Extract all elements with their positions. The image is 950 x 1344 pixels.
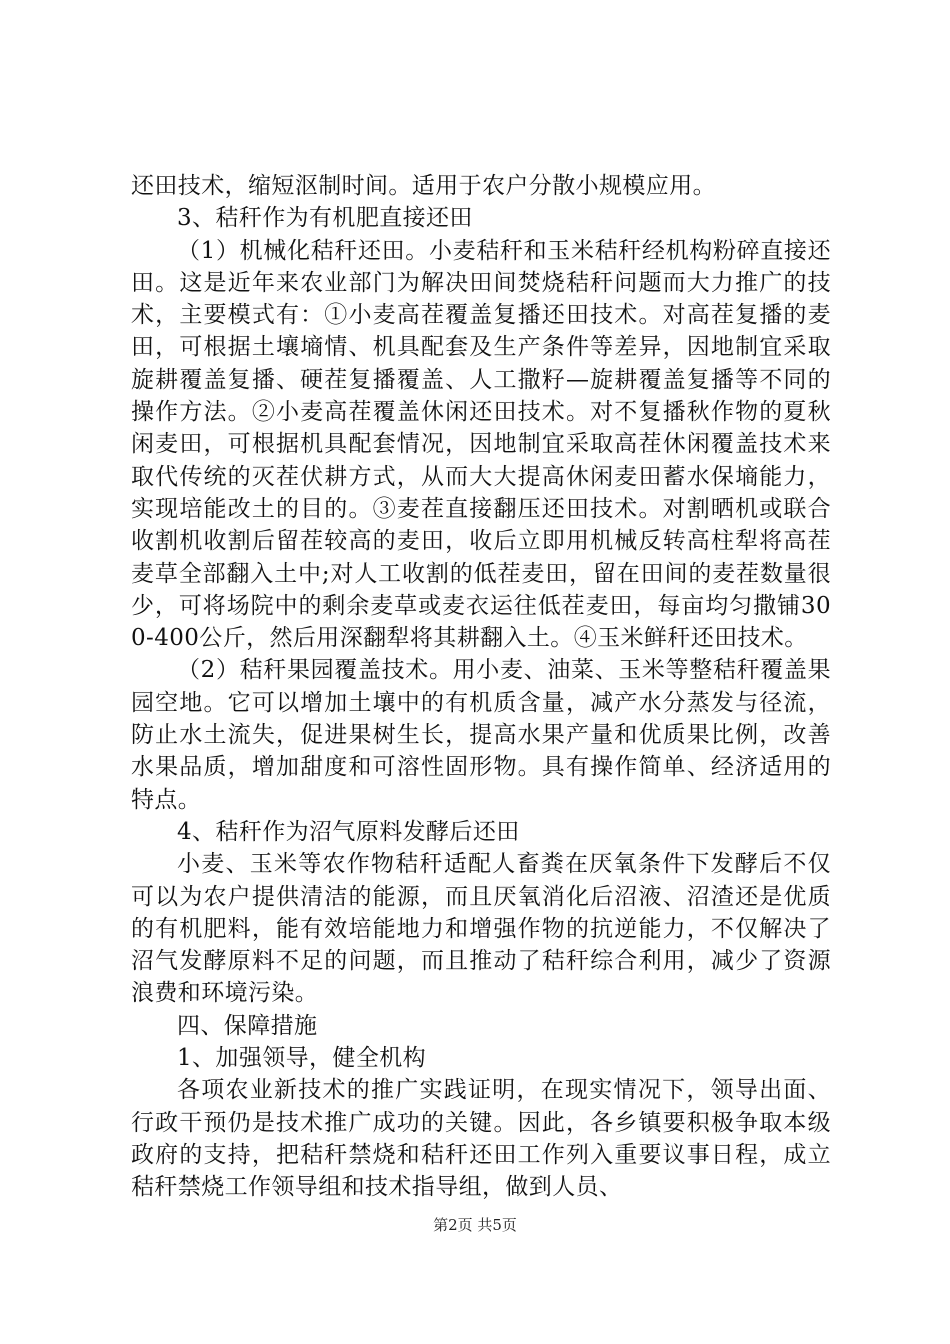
paragraph-continuation: 还田技术，缩短沤制时间。适用于农户分散小规模应用。 <box>131 173 716 199</box>
heading-safeguard-measures: 四、保障措施 <box>177 1012 318 1039</box>
paragraph-orchard-mulching: （2）秸秆果园覆盖技术。用小麦、油菜、玉米等整秸秆覆盖果园空地。它可以增加土壤中的有机质含量，减产水分蒸发与径流，防止水土流失，促进果树生长，提高水果产量和优质果比例，改善水果品质，增加甜度和可溶性固形物。具有操作简单、经济适用的特点。 <box>131 657 831 813</box>
heading-biogas-fermentation: 4、秸秆作为沼气原料发酵后还田 <box>177 818 520 845</box>
paragraph-leadership: 各项农业新技术的推广实践证明，在现实情况下，领导出面、行政干预仍是技术推广成功的关键。因此，各乡镇要积极争取本级政府的支持，把秸秆禁烧和秸秆还田工作列入重要议事日程，成立秸秆禁烧工作领导组和技术指导组，做到人员、 <box>131 1077 831 1201</box>
paragraph-mechanized-straw-return: （1）机械化秸秆还田。小麦秸秆和玉米秸秆经机构粉碎直接还田。这是近年来农业部门为解决田间焚烧秸秆问题而大力推广的技术，主要模式有：①小麦高茬覆盖复播还田技术。对高茬复播的麦田，可根据土壤墒情、机具配套及生产条件等差异，因地制宜采取旋耕覆盖复播、硬茬复播覆盖、人工撒籽—旋耕覆盖复播等不同的操作方法。②小麦高茬覆盖休闲还田技术。对不复播秋作物的夏秋闲麦田，可根据机具配套情况，因地制宜采取高茬休闲覆盖技术来取代传统的灭茬伏耕方式，从而大大提高休闲麦田蓄水保墒能力，实现培能改土的目的。③麦茬直接翻压还田技术。对割晒机或联合收割机收割后留茬较高的麦田，收后立即用机械反转高柱犁将高茬麦草全部翻入土中;对人工收割的低茬麦田，留在田间的麦茬数量很少，可将场院中的剩余麦草或麦衣运往低茬麦田，每亩均匀撒铺300-400公斤，然后用深翻犁将其耕翻入土。④玉米鲜秆还田技术。 <box>131 237 831 652</box>
heading-straw-organic-fertilizer: 3、秸秆作为有机肥直接还田 <box>177 205 473 232</box>
heading-strengthen-leadership: 1、加强领导，健全机构 <box>177 1045 427 1072</box>
paragraph-biogas: 小麦、玉米等农作物秸秆适配人畜粪在厌氧条件下发酵后不仅可以为农户提供清洁的能源，而且厌氧消化后沼液、沼渣还是优质的有机肥料，能有效培能地力和增强作物的抗逆能力，不仅解决了沼气发酵原料不足的问题，而且推动了秸秆综合利用，减少了资源浪费和环境污染。 <box>131 851 831 1007</box>
document-body <box>131 170 831 1204</box>
page-number: 第2页 共5页 <box>433 1216 517 1234</box>
